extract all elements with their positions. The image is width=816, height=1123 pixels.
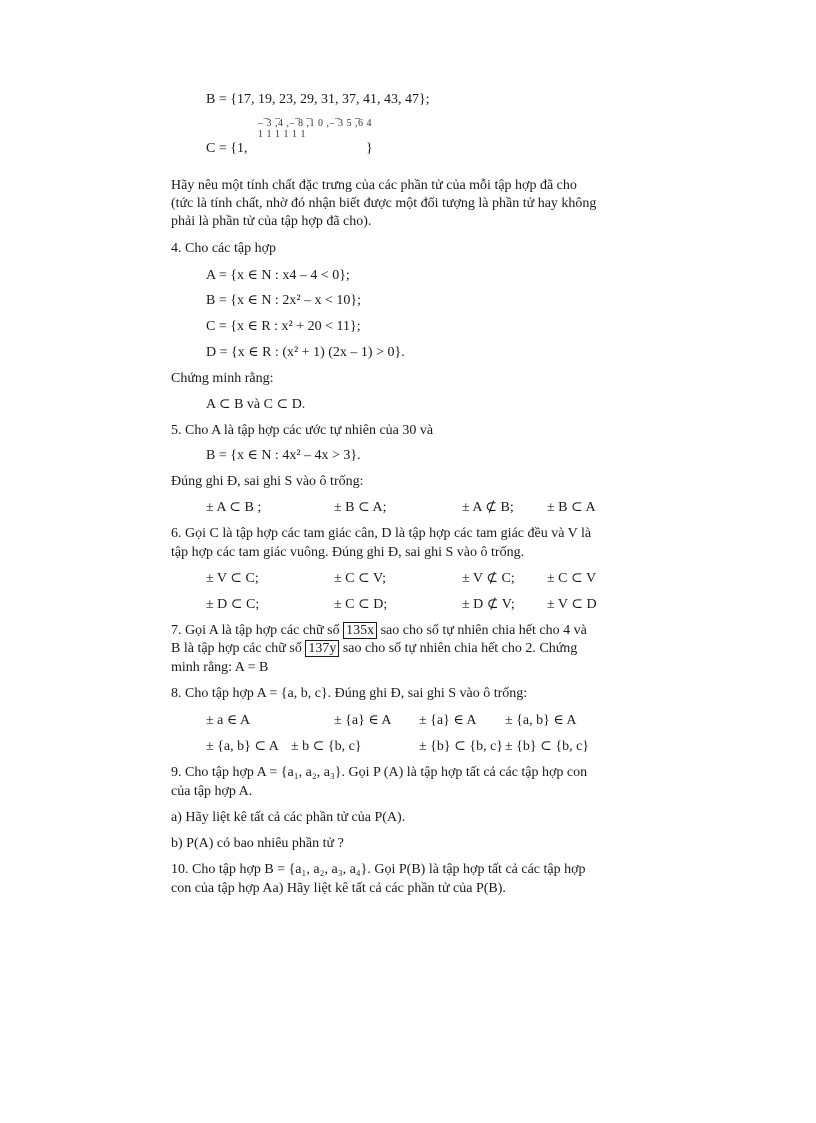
q7-text-d: sao cho số tự nhiên chia hết cho 2. Chứng [342, 641, 578, 656]
set-c-fractions [258, 118, 372, 140]
q8-option[interactable]: ± {a} ∈ A [419, 713, 477, 728]
fraction-numerators: – ̅3 ,̅4 ,– ̅8 ,̅1 0 ,– ̅3 5 ,̅6 4 [258, 118, 372, 129]
q6-option[interactable]: ± C ⊂ V [547, 571, 597, 586]
q4-set-d: D = {x ∈ R : (x² + 1) (2x – 1) > 0}. [206, 345, 405, 360]
set-c-end: } [366, 141, 373, 156]
property-question-line-2: (tức là tính chất, nhờ đó nhận biết được một đối tượng là phần tử hay không [171, 196, 597, 211]
q8-title: 8. Cho tập hợp A = {a, b, c}. Đúng ghi Đ, sai ghi S vào ô trống: [171, 686, 528, 701]
q7-line-3: minh rằng: A = B [171, 660, 269, 675]
q6-option[interactable]: ± V ⊂ D [547, 597, 597, 612]
q6-option[interactable]: ± D ⊄ V; [462, 597, 515, 612]
q8-option[interactable]: ± {a, b} ∈ A [505, 713, 577, 728]
q5-set-b: B = {x ∈ N : 4x² – 4x > 3}. [206, 448, 361, 463]
set-b-line: B = {17, 19, 23, 29, 31, 37, 41, 43, 47}; [206, 92, 430, 107]
property-question-line-1: Hãy nêu một tính chất đặc trưng của các phần tử của mỗi tập hợp đã cho [171, 178, 577, 193]
q6-text-line-2: tập hợp các tam giác vuông. Đúng ghi Đ, sai ghi S vào ô trống. [171, 545, 525, 560]
q4-title: 4. Cho các tập hợp [171, 241, 276, 256]
q5-option[interactable]: ± B ⊂ A; [334, 500, 387, 515]
q5-option[interactable]: ± A ⊄ B; [462, 500, 514, 515]
q5-title: 5. Cho A là tập hợp các ước tự nhiên của 30 và [171, 423, 434, 438]
q8-option[interactable]: ± b ⊂ {b, c} [291, 739, 362, 754]
q10-line-1: 10. Cho tập hợp B = {a₁, a₂, a₃, a₄}. Gọi P(B) là tập hợp tất cả các tập hợp [171, 862, 586, 877]
q7-text-b: sao cho số tự nhiên chia hết cho 4 và [380, 623, 587, 638]
q4-set-b: B = {x ∈ N : 2x² – x < 10}; [206, 293, 362, 308]
q8-option[interactable]: ± a ∈ A [206, 713, 251, 728]
q7-line-1 [171, 623, 587, 640]
q7-line-2 [171, 641, 577, 658]
q7-text-c: B là tập hợp các chữ số [171, 641, 302, 656]
q4-claim: A ⊂ B và C ⊂ D. [206, 397, 306, 412]
q6-option[interactable]: ± C ⊂ V; [334, 571, 386, 586]
q8-option[interactable]: ± {a} ∈ A [334, 713, 392, 728]
q6-option[interactable]: ± D ⊂ C; [206, 597, 260, 612]
property-question-line-3: phải là phần tử của tập hợp đã cho). [171, 214, 372, 229]
q6-option[interactable]: ± C ⊂ D; [334, 597, 388, 612]
q8-option[interactable]: ± {b} ⊂ {b, c} [505, 739, 590, 754]
q4-set-c: C = {x ∈ R : x² + 20 < 11}; [206, 319, 361, 334]
q7-number-box-1: 135x [343, 622, 377, 639]
q6-text-line-1: 6. Gọi C là tập hợp các tam giác cân, D là tập hợp các tam giác đều và V là [171, 526, 592, 541]
q5-option[interactable]: ± A ⊂ B ; [206, 500, 262, 515]
q6-option[interactable]: ± V ⊄ C; [462, 571, 515, 586]
q8-option[interactable]: ± {b} ⊂ {b, c} [419, 739, 504, 754]
q10-line-2: con của tập hợp Aa) Hãy liệt kê tất cả các phần tử của P(B). [171, 881, 506, 896]
set-c-start: C = {1, [206, 141, 248, 156]
q7-number-box-2: 137y [305, 640, 339, 657]
q6-option[interactable]: ± V ⊂ C; [206, 571, 259, 586]
q4-set-a: A = {x ∈ N : x4 – 4 < 0}; [206, 268, 350, 283]
q8-option[interactable]: ± {a, b} ⊂ A [206, 739, 279, 754]
q4-prove: Chứng minh rằng: [171, 371, 274, 386]
q9-line-2: của tập hợp A. [171, 784, 253, 799]
q5-instructions: Đúng ghi Đ, sai ghi S vào ô trống: [171, 474, 364, 489]
q9-part-a: a) Hãy liệt kê tất cả các phần tử của P(A). [171, 810, 406, 825]
q7-text-a: 7. Gọi A là tập hợp các chữ số [171, 623, 340, 638]
q5-option[interactable]: ± B ⊂ A [547, 500, 596, 515]
fraction-denominators: 1 1 1 1 1 1 [258, 129, 306, 140]
q9-line-1: 9. Cho tập hợp A = {a₁, a₂, a₃}. Gọi P (A) là tập hợp tất cả các tập hợp con [171, 765, 588, 780]
q9-part-b: b) P(A) có bao nhiêu phần tử ? [171, 836, 344, 851]
